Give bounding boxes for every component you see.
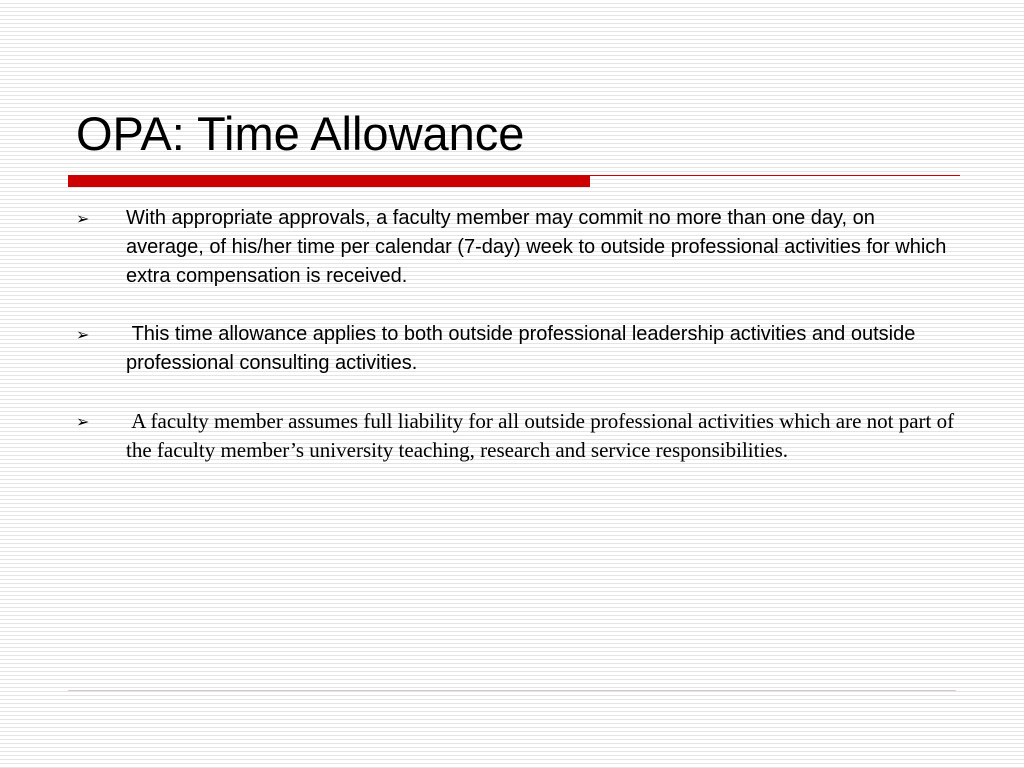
arrow-bullet-icon: ➢: [76, 412, 90, 431]
bullet-item: [76, 407, 960, 465]
bullet-list: [76, 204, 960, 465]
title-underline-thick: [68, 175, 590, 187]
arrow-bullet-icon: ➢: [76, 209, 90, 228]
bullet-text: A faculty member assumes full liability for all outside professional activities which are not part of the faculty member’s university teaching, research and service responsibilities.: [126, 409, 960, 462]
bullet-text: With appropriate approvals, a faculty member may commit no more than one day, on average, of his/her time per calendar (7-day) week to outside professional activities for which extra compensation is received.: [126, 207, 947, 287]
slide-title: OPA: Time Allowance: [76, 107, 525, 160]
title-underline-thin: [590, 175, 960, 176]
bullet-text: This time allowance applies to both outside professional leadership activities and outside professional consulting activities.: [126, 323, 921, 374]
arrow-bullet-icon: ➢: [76, 325, 90, 344]
bullet-item: [76, 320, 956, 378]
footer-divider: [68, 690, 956, 691]
bullet-item: [76, 204, 956, 291]
